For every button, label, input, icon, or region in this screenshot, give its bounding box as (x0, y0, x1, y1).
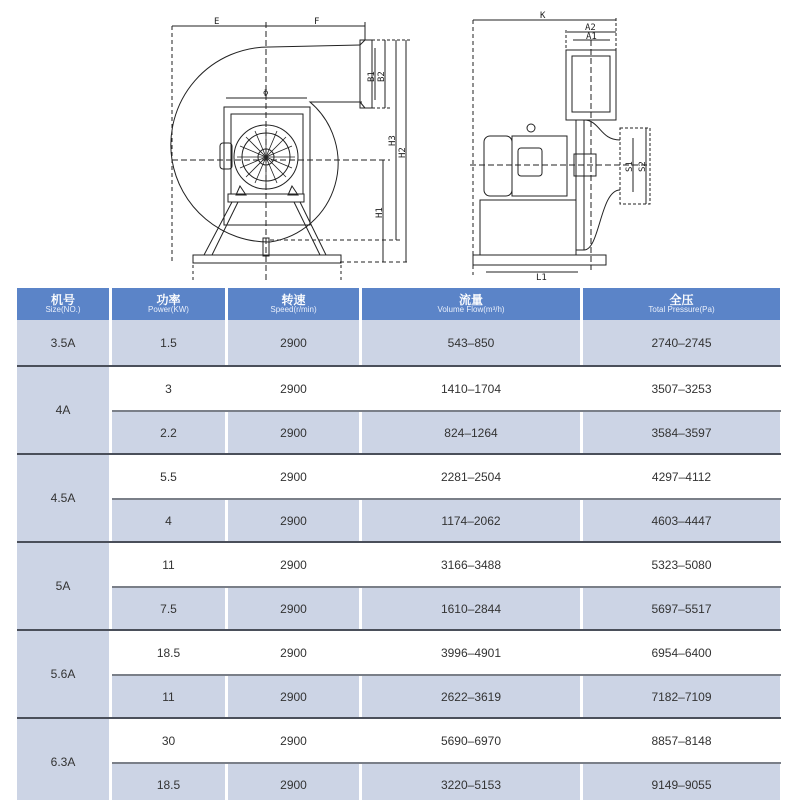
table-row-group (17, 717, 781, 800)
speed-cell: 2900 (228, 543, 359, 586)
speed-cell: 2900 (228, 500, 359, 541)
speed-cell: 2900 (228, 719, 359, 762)
total-pressure-cell: 4603–4447 (583, 500, 780, 541)
dim-label-s2: S2 (638, 161, 648, 172)
dim-label-a1: A1 (586, 32, 597, 42)
size-cell: 3.5A (17, 320, 109, 365)
volume-flow-cell: 3996–4901 (362, 631, 580, 674)
speed-cell: 2900 (228, 676, 359, 717)
dim-label-diameter: Φ (263, 89, 269, 99)
table-row-group (17, 541, 781, 629)
power-cell: 3 (112, 367, 225, 410)
volume-flow-cell: 3220–5153 (362, 764, 580, 800)
dim-label-k: K (540, 11, 546, 21)
table-row-group (17, 453, 781, 541)
total-pressure-cell: 3584–3597 (583, 412, 780, 453)
dim-label-f: F (314, 17, 320, 27)
table-row (112, 543, 781, 586)
volume-flow-cell: 543–850 (362, 320, 580, 365)
table-row (112, 320, 781, 365)
size-cell: 5A (17, 543, 109, 629)
header-size: 机号 Size(NO.) (17, 288, 109, 320)
table-row (112, 631, 781, 674)
total-pressure-cell: 2740–2745 (583, 320, 780, 365)
volume-flow-cell: 1410–1704 (362, 367, 580, 410)
total-pressure-cell: 4297–4112 (583, 455, 780, 498)
volume-flow-cell: 824–1264 (362, 412, 580, 453)
speed-cell: 2900 (228, 764, 359, 800)
speed-cell: 2900 (228, 320, 359, 365)
total-pressure-cell: 5697–5517 (583, 588, 780, 629)
volume-flow-cell: 2622–3619 (362, 676, 580, 717)
power-cell: 11 (112, 676, 225, 717)
volume-flow-cell: 3166–3488 (362, 543, 580, 586)
table-row-group (17, 365, 781, 453)
dim-label-l1: L1 (536, 273, 547, 283)
table-row (112, 455, 781, 498)
fan-drawing-svg (0, 0, 800, 285)
table-row (112, 719, 781, 762)
power-cell: 11 (112, 543, 225, 586)
power-cell: 18.5 (112, 764, 225, 800)
dim-label-a2: A2 (585, 23, 596, 33)
power-cell: 1.5 (112, 320, 225, 365)
header-speed: 转速 Speed(r/min) (228, 288, 359, 320)
total-pressure-cell: 5323–5080 (583, 543, 780, 586)
header-total-pressure: 全压 Total Pressure(Pa) (583, 288, 780, 320)
volume-flow-cell: 1610–2844 (362, 588, 580, 629)
power-cell: 4 (112, 500, 225, 541)
power-cell: 30 (112, 719, 225, 762)
dim-label-b2: B2 (377, 71, 387, 82)
volume-flow-cell: 5690–6970 (362, 719, 580, 762)
side-view (470, 18, 650, 275)
table-header-row (17, 288, 781, 320)
header-power: 功率 Power(KW) (112, 288, 225, 320)
size-cell: 4.5A (17, 455, 109, 541)
size-cell: 4A (17, 367, 109, 453)
speed-cell: 2900 (228, 367, 359, 410)
total-pressure-cell: 8857–8148 (583, 719, 780, 762)
dim-label-h1: H1 (375, 207, 385, 218)
total-pressure-cell: 3507–3253 (583, 367, 780, 410)
total-pressure-cell: 7182–7109 (583, 676, 780, 717)
power-cell: 5.5 (112, 455, 225, 498)
dim-label-e: E (214, 17, 220, 27)
speed-cell: 2900 (228, 455, 359, 498)
dim-label-h3: H3 (388, 135, 398, 146)
table-row (112, 498, 781, 541)
size-cell: 5.6A (17, 631, 109, 717)
speed-cell: 2900 (228, 412, 359, 453)
dim-label-b1: B1 (367, 71, 377, 82)
dim-label-h2: H2 (398, 147, 408, 158)
table-row (112, 410, 781, 453)
total-pressure-cell: 9149–9055 (583, 764, 780, 800)
speed-cell: 2900 (228, 631, 359, 674)
power-cell: 7.5 (112, 588, 225, 629)
size-cell: 6.3A (17, 719, 109, 800)
table-row (112, 367, 781, 410)
table-row (112, 762, 781, 800)
header-volume-flow: 流量 Volume Flow(m³/h) (362, 288, 580, 320)
table-row (112, 674, 781, 717)
volume-flow-cell: 2281–2504 (362, 455, 580, 498)
table-body (17, 320, 781, 800)
table-row (112, 586, 781, 629)
volume-flow-cell: 1174–2062 (362, 500, 580, 541)
power-cell: 18.5 (112, 631, 225, 674)
power-cell: 2.2 (112, 412, 225, 453)
table-row-group (17, 629, 781, 717)
total-pressure-cell: 6954–6400 (583, 631, 780, 674)
dim-label-s1: S1 (625, 161, 635, 172)
table-row-group (17, 320, 781, 365)
fan-spec-table (17, 288, 781, 800)
front-view (171, 22, 412, 280)
speed-cell: 2900 (228, 588, 359, 629)
fan-technical-drawing (0, 0, 800, 285)
